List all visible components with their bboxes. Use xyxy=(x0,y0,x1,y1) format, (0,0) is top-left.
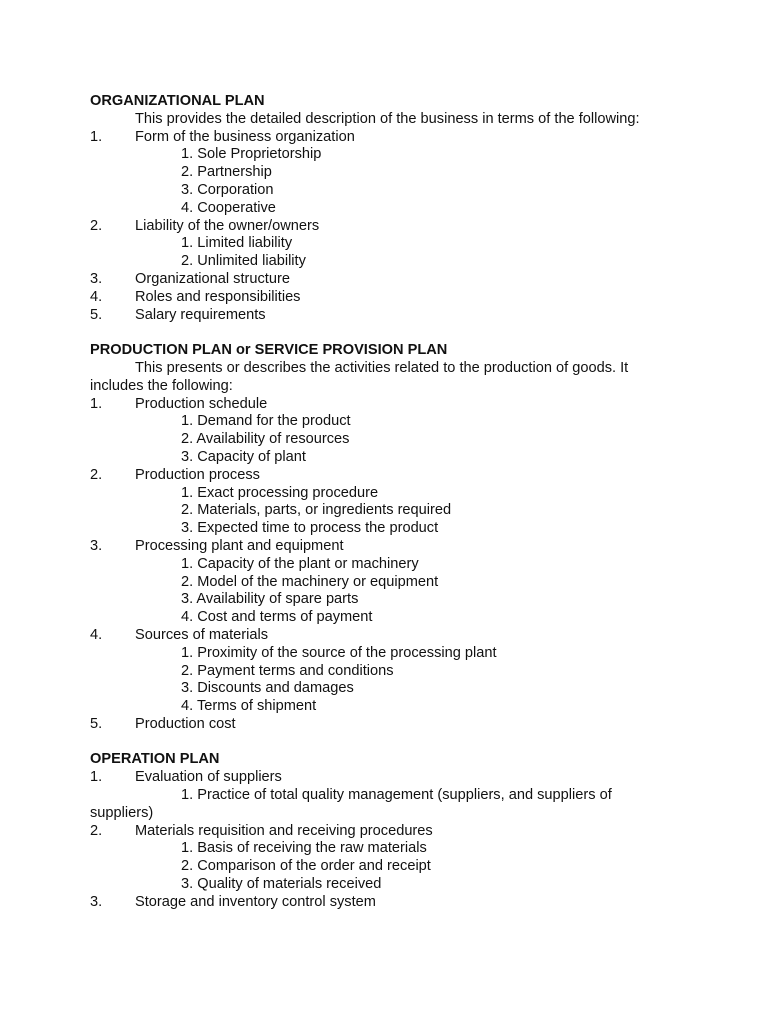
list-item-number: 3. xyxy=(90,270,103,287)
list-item xyxy=(90,627,690,645)
list-item-text: Materials requisition and receiving procedures xyxy=(135,822,433,839)
section-heading: PRODUCTION PLAN or SERVICE PROVISION PLAN xyxy=(90,342,448,359)
list-item-number: 1. xyxy=(90,769,103,786)
sub-list-item: 1. Demand for the product xyxy=(181,413,351,430)
sub-list-item: 1. Basis of receiving the raw materials xyxy=(181,840,427,857)
list-item-number: 3. xyxy=(90,537,103,554)
list-item-text: Organizational structure xyxy=(135,270,290,287)
sub-list-item: 2. Availability of resources xyxy=(181,431,350,448)
sub-list-item: 3. Expected time to process the product xyxy=(181,520,439,537)
section-heading: OPERATION PLAN xyxy=(90,751,220,768)
list-item-number: 4. xyxy=(90,626,103,643)
list-item-number: 5. xyxy=(90,715,103,732)
list-item xyxy=(90,467,690,485)
list-item-text: Processing plant and equipment xyxy=(135,537,344,554)
section-intro-text: This provides the detailed description of the business in terms of the following: xyxy=(135,110,640,127)
list-item xyxy=(90,894,690,912)
list-item-number: 2. xyxy=(90,466,103,483)
list-item xyxy=(90,823,690,841)
sub-list-item: 1. Limited liability xyxy=(181,235,293,252)
list-item-text: Salary requirements xyxy=(135,306,266,323)
section-intro-text: This presents or describes the activities related to the production of goods. It xyxy=(135,359,629,376)
list-item-text: Evaluation of suppliers xyxy=(135,769,282,786)
list-item-number: 2. xyxy=(90,822,103,839)
list-item-number: 1. xyxy=(90,395,103,412)
sub-list-item: 2. Unlimited liability xyxy=(181,253,306,270)
sub-list-item: 1. Sole Proprietorship xyxy=(181,146,322,163)
list-item-number: 2. xyxy=(90,217,103,234)
list-item-number: 5. xyxy=(90,306,103,323)
list-item-number: 3. xyxy=(90,893,103,910)
list-item-text: Roles and responsibilities xyxy=(135,288,301,305)
list-item-text: Production process xyxy=(135,466,260,483)
sub-list-item: 2. Payment terms and conditions xyxy=(181,662,394,679)
list-item xyxy=(90,271,690,289)
list-item xyxy=(90,716,690,734)
section-intro-text: includes the following: xyxy=(90,377,233,394)
sub-list-item: 3. Availability of spare parts xyxy=(181,591,359,608)
section-gap xyxy=(90,734,690,752)
list-item-text: Production cost xyxy=(135,715,236,732)
sub-list-item: 2. Materials, parts, or ingredients required xyxy=(181,502,452,519)
sub-list-item: 1. Proximity of the source of the processing plant xyxy=(181,644,497,661)
list-item-text: Production schedule xyxy=(135,395,268,412)
list-item xyxy=(90,218,690,236)
list-item xyxy=(90,129,690,147)
sub-list-item: 4. Cost and terms of payment xyxy=(181,609,373,626)
sub-list-item: 3. Quality of materials received xyxy=(181,876,382,893)
list-item xyxy=(90,538,690,556)
section-heading: ORGANIZATIONAL PLAN xyxy=(90,93,265,109)
document-page xyxy=(90,93,690,912)
sub-list-item: 4. Terms of shipment xyxy=(181,698,317,715)
list-item-text: Storage and inventory control system xyxy=(135,893,376,910)
list-item-number: 4. xyxy=(90,288,103,305)
section-gap xyxy=(90,324,690,342)
sub-list-item: 3. Capacity of plant xyxy=(181,448,306,465)
list-item-text: Form of the business organization xyxy=(135,128,355,145)
sub-list-item: 2. Partnership xyxy=(181,164,272,181)
sub-list-item: 3. Discounts and damages xyxy=(181,680,354,697)
list-item-text: Sources of materials xyxy=(135,626,269,643)
sub-list-item: 2. Model of the machinery or equipment xyxy=(181,573,439,590)
list-item xyxy=(90,396,690,414)
list-item-number: 1. xyxy=(90,128,103,145)
sub-list-item: 2. Comparison of the order and receipt xyxy=(181,858,431,875)
sub-list-item: 1. Exact processing procedure xyxy=(181,484,379,501)
sub-list-item: 1. Capacity of the plant or machinery xyxy=(181,555,419,572)
list-item xyxy=(90,307,690,325)
sub-list-item: 1. Practice of total quality management (suppliers, and suppliers of xyxy=(181,787,612,804)
list-item xyxy=(90,769,690,787)
list-item xyxy=(90,289,690,307)
list-item-text: Liability of the owner/owners xyxy=(135,217,320,234)
sub-list-item-continuation: suppliers) xyxy=(90,804,154,821)
sub-list-item: 4. Cooperative xyxy=(181,199,276,216)
sub-list-item: 3. Corporation xyxy=(181,181,274,198)
